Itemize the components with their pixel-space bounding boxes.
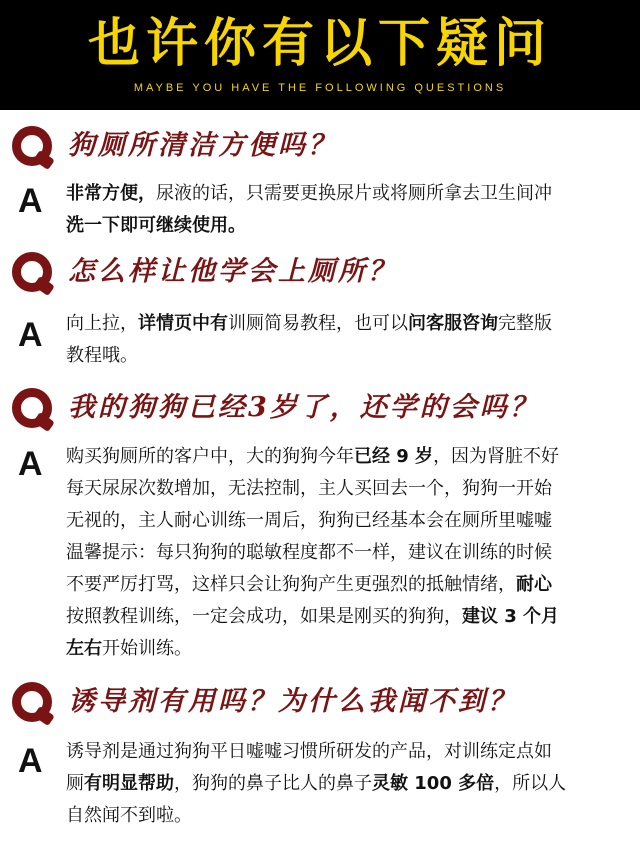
question-text: 狗厕所清洁方便吗？ bbox=[68, 130, 338, 161]
answer-highlight: 洗一下即可继续使用。 bbox=[66, 215, 246, 236]
answer-highlight: 灵敏 100 多倍 bbox=[372, 773, 495, 794]
answer-run: 每天尿尿次数增加，无法控制，主人买回去一个，狗狗一开始 bbox=[66, 478, 552, 499]
a-icon: A bbox=[18, 445, 43, 483]
question-row bbox=[0, 388, 640, 440]
answer-highlight: 有明显帮助 bbox=[84, 773, 174, 794]
answer-run: 尿液的话，只需要更换尿片或将厕所拿去卫生间冲 bbox=[156, 183, 552, 204]
answer-highlight: 问客服咨询 bbox=[408, 313, 498, 334]
answer-run: ，因为肾脏不好 bbox=[433, 446, 560, 467]
question-text: 怎么样让他学会上厕所？ bbox=[68, 256, 398, 287]
answer-run: 无视的，主人耐心训练一周后，狗狗已经基本会在厕所里嘘嘘 bbox=[66, 510, 552, 531]
a-icon: A bbox=[18, 182, 43, 220]
q-icon bbox=[12, 388, 52, 428]
answer-line bbox=[66, 441, 622, 473]
answer-run: 不要严厉打骂，这样只会让狗狗产生更强烈的抵触情绪， bbox=[66, 574, 516, 595]
answer-run: 教程哦。 bbox=[66, 345, 138, 366]
question-text: 诱导剂有用吗？为什么我闻不到？ bbox=[68, 686, 518, 717]
answer-line bbox=[66, 601, 622, 633]
answer-run: 向上拉， bbox=[66, 313, 138, 334]
answer-highlight: 左右 bbox=[66, 638, 102, 659]
answer-run: 训厕简易教程，也可以 bbox=[228, 313, 408, 334]
answer-line bbox=[66, 800, 622, 832]
answer-line bbox=[66, 473, 622, 505]
answer-run: 温馨提示：每只狗狗的聪敏程度都不一样，建议在训练的时候 bbox=[66, 542, 552, 563]
answer-line bbox=[66, 505, 622, 537]
answer-line bbox=[66, 537, 622, 569]
answer-run: 购买狗厕所的客户中，大的狗狗今年 bbox=[66, 446, 354, 467]
answer-highlight: 非常方便， bbox=[66, 183, 156, 204]
answer-line bbox=[66, 340, 622, 372]
answer-highlight: 详情页中有 bbox=[138, 313, 228, 334]
question-row bbox=[0, 682, 640, 734]
answer-line bbox=[66, 178, 622, 210]
answer-run: 厕 bbox=[66, 773, 84, 794]
answer-text bbox=[66, 736, 622, 832]
q-icon bbox=[12, 126, 52, 166]
answer-run: ，狗狗的鼻子比人的鼻子 bbox=[174, 773, 372, 794]
header-banner bbox=[0, 0, 640, 110]
answer-run: 诱导剂是通过狗狗平日嘘嘘习惯所研发的产品，对训练定点如 bbox=[66, 741, 552, 762]
answer-run: ，所以人 bbox=[494, 773, 567, 794]
answer-text bbox=[66, 178, 622, 242]
q-icon bbox=[12, 252, 52, 292]
answer-line bbox=[66, 768, 622, 800]
answer-line bbox=[66, 569, 622, 601]
answer-line bbox=[66, 736, 622, 768]
page-title: 也许你有以下疑问 bbox=[87, 14, 552, 74]
answer-line bbox=[66, 210, 622, 242]
answer-run: 按照教程训练，一定会成功，如果是刚买的狗狗， bbox=[66, 606, 462, 627]
a-icon: A bbox=[18, 316, 43, 354]
question-text: 我的狗狗已经3岁了，还学的会吗？ bbox=[68, 392, 540, 423]
a-icon: A bbox=[18, 742, 43, 780]
page-subtitle: MAYBE YOU HAVE THE FOLLOWING QUESTIONS bbox=[133, 82, 507, 94]
question-row bbox=[0, 126, 640, 178]
answer-text bbox=[66, 308, 622, 372]
answer-line bbox=[66, 633, 622, 665]
answer-text bbox=[66, 441, 622, 665]
answer-run: 自然闻不到啦。 bbox=[66, 805, 192, 826]
answer-highlight: 建议 3 个月 bbox=[462, 606, 560, 627]
answer-highlight: 已经 9 岁 bbox=[354, 446, 434, 467]
q-icon bbox=[12, 682, 52, 722]
question-row bbox=[0, 252, 640, 304]
answer-line bbox=[66, 308, 622, 340]
answer-run: 完整版 bbox=[498, 313, 552, 334]
answer-highlight: 耐心 bbox=[516, 574, 552, 595]
answer-run: 开始训练。 bbox=[102, 638, 192, 659]
